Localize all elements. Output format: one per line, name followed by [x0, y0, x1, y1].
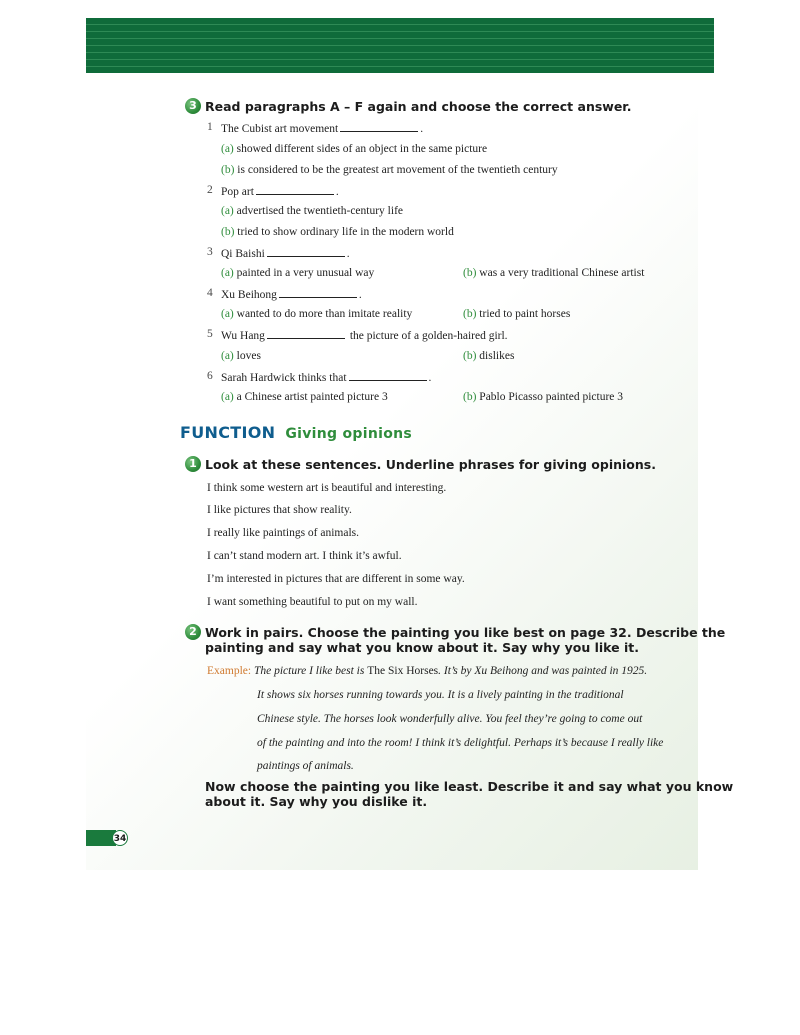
option-letter: (b): [463, 267, 477, 279]
option-text: loves: [233, 350, 261, 362]
question-5-number: 5: [207, 328, 213, 340]
question-5-option-a[interactable]: [221, 349, 261, 363]
question-3: [221, 246, 350, 261]
answer-blank-4[interactable]: [279, 287, 357, 298]
option-letter: (b): [463, 391, 477, 403]
option-letter: (b): [221, 164, 235, 176]
section-3-number-badge: 3: [185, 98, 201, 114]
question-6-option-a[interactable]: [221, 390, 388, 404]
question-1-option-a[interactable]: [221, 142, 487, 156]
question-3-number: 3: [207, 246, 213, 258]
option-text: painted in a very unusual way: [233, 267, 375, 279]
option-text: tried to paint horses: [476, 308, 571, 320]
answer-blank-3[interactable]: [267, 246, 345, 257]
option-text: is considered to be the greatest art movement of the twentieth century: [234, 164, 558, 176]
option-text: tried to show ordinary life in the modern world: [234, 226, 454, 238]
question-4: [221, 287, 362, 302]
option-letter: (a): [221, 267, 234, 279]
question-4-text: Xu Beihong: [221, 289, 277, 301]
opinion-sentence[interactable]: I can’t stand modern art. I think it’s awful.: [207, 550, 402, 562]
function-heading: [180, 423, 412, 442]
example-line: It shows six horses running towards you. It is a lively painting in the traditional: [257, 689, 624, 701]
option-text: Pablo Picasso painted picture 3: [476, 391, 624, 403]
question-2-option-a[interactable]: [221, 204, 403, 218]
question-4-number: 4: [207, 287, 213, 299]
example-line: paintings of animals.: [257, 760, 354, 772]
question-6-text: Sarah Hardwick thinks that: [221, 372, 347, 384]
opinion-sentence[interactable]: I want something beautiful to put on my wall.: [207, 596, 418, 608]
option-letter: (b): [463, 350, 477, 362]
answer-blank-5[interactable]: [267, 328, 345, 339]
example-line-1: [207, 665, 647, 677]
header-band: [86, 18, 714, 73]
answer-blank-1[interactable]: [340, 121, 418, 132]
question-2-text: Pop art: [221, 186, 254, 198]
question-1-number: 1: [207, 121, 213, 133]
question-3-option-a[interactable]: [221, 266, 374, 280]
option-letter: (a): [221, 391, 234, 403]
question-4-end: .: [358, 289, 362, 301]
exercise-1-instruction: Look at these sentences. Underline phrases for giving opinions.: [205, 457, 656, 472]
question-6-number: 6: [207, 370, 213, 382]
option-text: wanted to do more than imitate reality: [233, 308, 413, 320]
option-letter: (a): [221, 308, 234, 320]
example-text-b: . It’s by Xu Beihong and was painted in 1925.: [438, 665, 648, 677]
followup-instruction-line-1: Now choose the painting you like least. Describe it and say what you know: [205, 779, 734, 794]
question-1-end: .: [420, 123, 424, 135]
exercise-2-instruction-line-2: painting and say what you know about it. Say why you like it.: [205, 640, 639, 655]
question-3-option-b[interactable]: [463, 266, 644, 280]
opinion-sentence[interactable]: I really like paintings of animals.: [207, 527, 360, 539]
exercise-1-number-badge: 1: [185, 456, 201, 472]
question-6-end: .: [428, 372, 432, 384]
example-text-a: The picture I like best is: [251, 665, 368, 677]
question-5: [221, 328, 508, 343]
question-2: [221, 184, 339, 199]
question-2-number: 2: [207, 184, 213, 196]
option-text: a Chinese artist painted picture 3: [233, 391, 388, 403]
example-line: of the painting and into the room! I think it’s delightful. Perhaps it’s because I really like: [257, 737, 664, 749]
option-letter: (a): [221, 350, 234, 362]
answer-blank-6[interactable]: [349, 370, 427, 381]
page-number: 34: [112, 830, 128, 846]
question-5-text: Wu Hang: [221, 330, 265, 342]
question-3-text: Qi Baishi: [221, 248, 265, 260]
option-text: was a very traditional Chinese artist: [476, 267, 645, 279]
example-label: Example:: [207, 665, 252, 677]
section-3-instruction: Read paragraphs A – F again and choose the correct answer.: [205, 99, 632, 114]
opinion-sentence[interactable]: I’m interested in pictures that are different in some way.: [207, 573, 465, 585]
option-text: advertised the twentieth-century life: [233, 205, 404, 217]
option-letter: (b): [221, 226, 235, 238]
function-title: FUNCTION: [180, 423, 276, 442]
question-4-option-a[interactable]: [221, 307, 412, 321]
option-text: dislikes: [476, 350, 515, 362]
example-painting-title: The Six Horses: [367, 665, 439, 677]
question-1-text: The Cubist art movement: [221, 123, 339, 135]
question-1: [221, 121, 423, 136]
option-text: showed different sides of an object in the same picture: [233, 143, 488, 155]
question-6-option-b[interactable]: [463, 390, 623, 404]
question-6: [221, 370, 431, 385]
option-letter: (a): [221, 143, 234, 155]
question-3-end: .: [346, 248, 350, 260]
question-2-option-b[interactable]: [221, 225, 454, 239]
followup-instruction-line-2: about it. Say why you dislike it.: [205, 794, 428, 809]
opinion-sentence[interactable]: I like pictures that show reality.: [207, 504, 352, 516]
opinion-sentence[interactable]: I think some western art is beautiful and interesting.: [207, 482, 447, 494]
question-4-option-b[interactable]: [463, 307, 570, 321]
page-number-badge: [86, 830, 130, 846]
question-2-end: .: [335, 186, 339, 198]
page-background: [86, 80, 698, 870]
question-5-option-b[interactable]: [463, 349, 514, 363]
answer-blank-2[interactable]: [256, 184, 334, 195]
question-1-option-b[interactable]: [221, 163, 558, 177]
question-5-end: the picture of a golden-haired girl.: [346, 330, 508, 342]
exercise-2-number-badge: 2: [185, 624, 201, 640]
exercise-2-instruction-line-1: Work in pairs. Choose the painting you like best on page 32. Describe the: [205, 625, 726, 640]
option-letter: (a): [221, 205, 234, 217]
function-subtitle: Giving opinions: [285, 426, 413, 442]
option-letter: (b): [463, 308, 477, 320]
example-line: Chinese style. The horses look wonderfully alive. You feel they’re going to come out: [257, 713, 643, 725]
